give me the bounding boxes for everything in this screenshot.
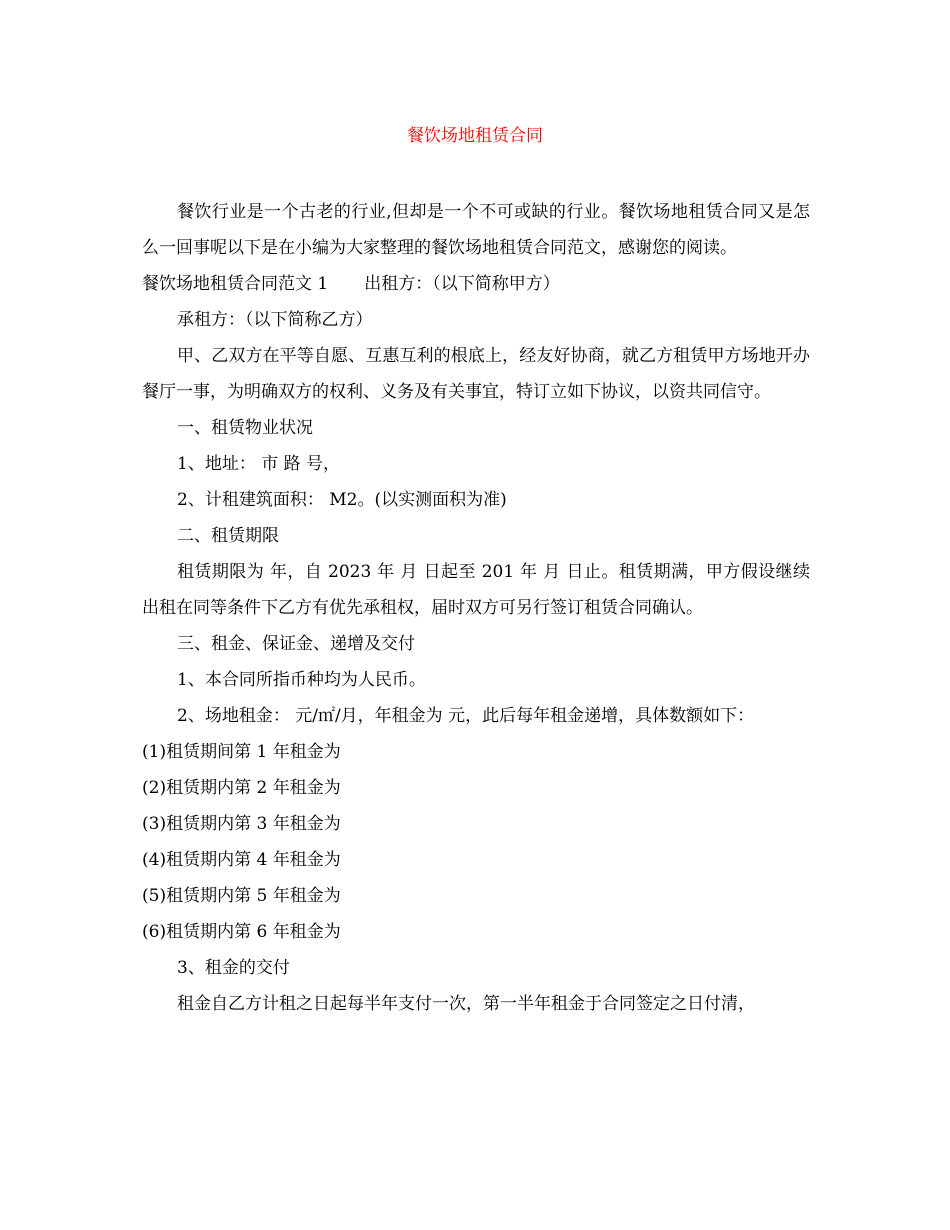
rent-year-item: (2)租赁期内第 2 年租金为 [142, 778, 341, 798]
intro-paragraph: 餐饮行业是一个古老的行业,但却是一个不可或缺的行业。餐饮场地租赁合同又是怎么一回事呢以下是在小编为大家整理的餐饮场地租赁合同范文，感谢您的阅读。 [142, 202, 810, 258]
clause-item: 2、场地租金： 元/㎡/月，年租金为 元，此后每年租金递增，具体数额如下： [177, 706, 755, 726]
clause-item: 3、租金的交付 [177, 958, 290, 978]
rent-year-item: (3)租赁期内第 3 年租金为 [142, 814, 341, 834]
section-heading: 二、租赁期限 [177, 526, 279, 546]
section-heading: 一、租赁物业状况 [177, 418, 313, 438]
rent-year-item: (6)租赁期内第 6 年租金为 [142, 922, 341, 942]
section-heading: 三、租金、保证金、递增及交付 [177, 634, 415, 654]
clause-item: 1、地址： 市 路 号， [177, 454, 341, 474]
clause-item: 2、计租建筑面积： M2。(以实测面积为准) [177, 490, 507, 510]
lessor-line: 出租方：（以下简称甲方） [364, 274, 560, 294]
clause-paragraph: 租金自乙方计租之日起每半年支付一次，第一半年租金于合同签定之日付清， [177, 994, 755, 1014]
rent-year-item: (1)租赁期间第 1 年租金为 [142, 742, 341, 762]
sample-heading-line [142, 266, 810, 302]
preamble-paragraph: 甲、乙双方在平等自愿、互惠互利的根底上，经友好协商，就乙方租赁甲方场地开办餐厅一事，为明确双方的权利、义务及有关事宜，特订立如下协议，以资共同信守。 [142, 346, 810, 402]
clause-paragraph: 租赁期限为 年，自 2023 年 月 日起至 201 年 月 日止。租赁期满，甲方假设继续出租在同等条件下乙方有优先承租权，届时双方可另行签订租赁合同确认。 [142, 562, 810, 618]
lessee-line: 承租方：（以下简称乙方） [177, 310, 373, 330]
document-title: 餐饮场地租赁合同 [407, 126, 543, 146]
document-body [142, 194, 810, 1022]
clause-item: 1、本合同所指币种均为人民币。 [177, 670, 426, 690]
rent-year-item: (5)租赁期内第 5 年租金为 [142, 886, 341, 906]
sample-heading: 餐饮场地租赁合同范文 1 [142, 274, 329, 294]
rent-year-item: (4)租赁期内第 4 年租金为 [142, 850, 341, 870]
